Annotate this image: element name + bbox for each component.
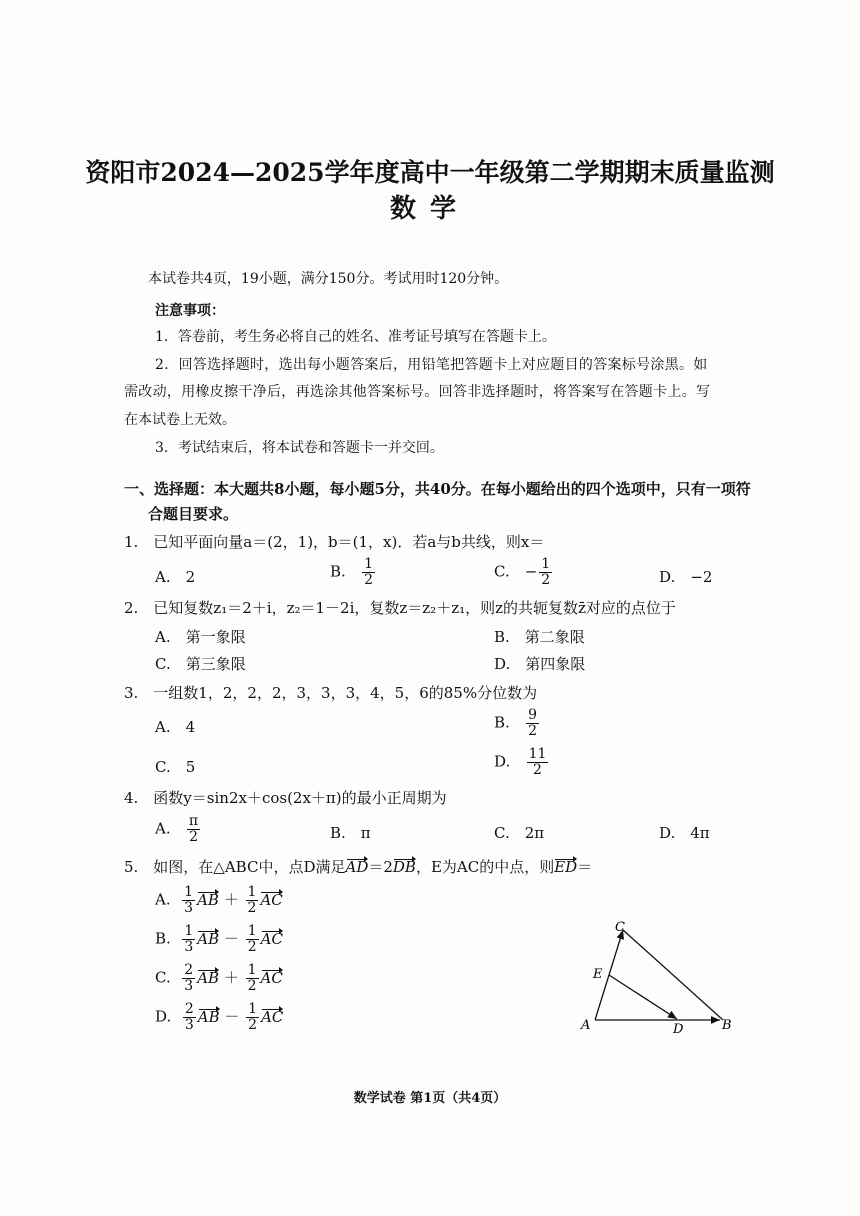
vector-ed: ED [554, 858, 578, 876]
notice-item-2-line-2: 需改动，用橡皮擦干净后，再选涂其他答案标号。回答非选择题时，将答案写在答题卡上。写 [124, 384, 711, 400]
page-footer: 数学试卷 第1页（共4页） [353, 1091, 507, 1106]
notice-item-2-line-1: 2．回答选择题时，选出每小题答案后，用铅笔把答题卡上对应题目的答案标号涂黑。如 [155, 357, 708, 373]
question-2-option-c: C. 第三象限 [155, 655, 246, 673]
question-2-option-b: B. 第二象限 [494, 628, 585, 646]
question-3-option-d: D. $\frac{11}{2}$ [494, 746, 547, 778]
vector-db: DB [392, 858, 416, 876]
label-a: A [581, 1018, 591, 1033]
subject-title: 数学 [389, 194, 470, 224]
question-1-option-a: A. 2 [155, 568, 196, 586]
question-3-stem: 3. 一组数1，2，2，2，3，3，3，4，5，6的85%分位数为 [124, 684, 538, 702]
question-3-option-c: C. 5 [155, 758, 196, 776]
section-heading-line-2: 合题目要求。 [148, 505, 239, 523]
label-d: D [673, 1022, 684, 1037]
question-1-option-c: C. − $\frac{1}{2}$ [494, 556, 551, 588]
notice-title: 注意事项： [155, 303, 225, 319]
exam-title: 资阳市2024—2025学年度高中一年级第二学期期末质量监测 [85, 158, 775, 187]
question-1-stem: 1. 已知平面向量a＝(2，1)，b＝(1，x)．若a与b共线，则x＝ [124, 533, 545, 551]
side-cb [623, 930, 723, 1020]
question-4-option-b: B. π [330, 824, 371, 842]
question-2-option-d: D. 第四象限 [494, 655, 586, 673]
question-4-option-d: D. 4π [659, 824, 710, 842]
label-c: C [615, 920, 625, 935]
question-5-option-c: C. $\frac{2}{3}$ AB ＋ $\frac{1}{2}$ AC [155, 962, 283, 994]
question-2-option-a: A. 第一象限 [155, 628, 246, 646]
label-b: B [722, 1018, 732, 1033]
question-3-option-b: B. $\frac{9}{2}$ [494, 707, 538, 739]
question-1-option-d: D. −2 [659, 568, 713, 586]
notice-item-2-line-3: 在本试卷上无效。 [124, 412, 236, 428]
question-5-option-d: D. $\frac{2}{3}$ AB － $\frac{1}{2}$ AC [155, 1001, 284, 1033]
label-e: E [593, 967, 603, 982]
question-4-option-a: A. $\frac{\pi}{2}$ [155, 813, 199, 845]
question-4-stem: 4. 函数y＝sin2x＋cos(2x＋π)的最小正周期为 [124, 789, 447, 807]
question-5-option-b: B. $\frac{1}{3}$ AB － $\frac{1}{2}$ AC [155, 923, 283, 955]
exam-intro: 本试卷共4页，19小题，满分150分。考试用时120分钟。 [148, 271, 509, 287]
segment-ed [609, 975, 677, 1019]
question-5-stem: 5. 如图，在△ABC中，点D满足AD＝2DB，E为AC的中点，则ED＝ [124, 858, 593, 876]
section-heading-line-1: 一、选择题：本大题共8小题，每小题5分，共40分。在每小题给出的四个选项中，只有一项符 [124, 480, 751, 498]
question-2-stem: 2. 已知复数z₁＝2＋i，z₂＝1－2i，复数z＝z₂＋z₁，则z的共轭复数z̄对应的点位于 [124, 599, 676, 617]
question-1-option-b: B. $\frac{1}{2}$ [330, 556, 374, 588]
notice-item-3: 3．考试结束后，将本试卷和答题卡一并交回。 [155, 440, 444, 456]
triangle-figure [575, 915, 745, 1040]
question-3-option-a: A. 4 [155, 718, 196, 736]
vector-ad: AD [345, 858, 369, 876]
question-5-option-a: A. $\frac{1}{3}$ AB ＋ $\frac{1}{2}$ AC [155, 884, 283, 916]
notice-item-1: 1．答卷前，考生务必将自己的姓名、准考证号填写在答题卡上。 [155, 329, 556, 345]
question-4-option-c: C. 2π [494, 824, 545, 842]
